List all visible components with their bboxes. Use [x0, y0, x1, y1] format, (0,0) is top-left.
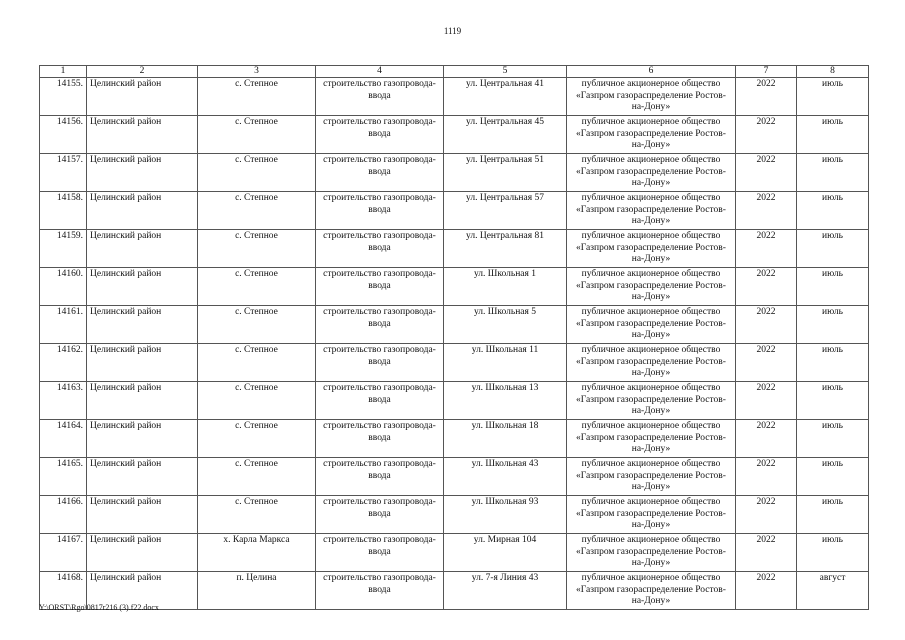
address-cell: ул. Центральная 51: [444, 154, 567, 192]
row-number: 14156.: [40, 116, 87, 154]
month-cell: июль: [797, 268, 869, 306]
district-cell: Целинский район: [87, 306, 198, 344]
column-header: 6: [567, 66, 736, 78]
address-cell: ул. Школьная 11: [444, 344, 567, 382]
year-cell: 2022: [736, 192, 797, 230]
district-cell: Целинский район: [87, 116, 198, 154]
district-cell: Целинский район: [87, 78, 198, 116]
header-row: [40, 66, 869, 78]
organization-cell: публичное акционерное общество «Газпром газораспределение Ростов-на-Дону»: [567, 78, 736, 116]
row-number: 14167.: [40, 534, 87, 572]
district-cell: Целинский район: [87, 496, 198, 534]
address-cell: ул. Школьная 5: [444, 306, 567, 344]
month-cell: июль: [797, 534, 869, 572]
table-row: [40, 78, 869, 116]
year-cell: 2022: [736, 496, 797, 534]
work-type-cell: строительство газопровода-ввода: [316, 268, 444, 306]
settlement-cell: с. Степное: [198, 306, 316, 344]
month-cell: июль: [797, 192, 869, 230]
organization-cell: публичное акционерное общество «Газпром газораспределение Ростов-на-Дону»: [567, 192, 736, 230]
month-cell: июль: [797, 496, 869, 534]
address-cell: ул. Школьная 93: [444, 496, 567, 534]
row-number: 14162.: [40, 344, 87, 382]
year-cell: 2022: [736, 306, 797, 344]
district-cell: Целинский район: [87, 344, 198, 382]
organization-cell: публичное акционерное общество «Газпром газораспределение Ростов-на-Дону»: [567, 306, 736, 344]
row-number: 14165.: [40, 458, 87, 496]
month-cell: июль: [797, 458, 869, 496]
address-cell: ул. Мирная 104: [444, 534, 567, 572]
year-cell: 2022: [736, 382, 797, 420]
table-row: [40, 192, 869, 230]
row-number: 14164.: [40, 420, 87, 458]
table-body: [40, 78, 869, 610]
work-type-cell: строительство газопровода-ввода: [316, 116, 444, 154]
organization-cell: публичное акционерное общество «Газпром газораспределение Ростов-на-Дону»: [567, 458, 736, 496]
address-cell: ул. Центральная 45: [444, 116, 567, 154]
row-number: 14158.: [40, 192, 87, 230]
month-cell: июль: [797, 420, 869, 458]
column-header: 7: [736, 66, 797, 78]
organization-cell: публичное акционерное общество «Газпром газораспределение Ростов-на-Дону»: [567, 230, 736, 268]
settlement-cell: с. Степное: [198, 116, 316, 154]
organization-cell: публичное акционерное общество «Газпром газораспределение Ростов-на-Дону»: [567, 496, 736, 534]
table-row: [40, 116, 869, 154]
month-cell: июль: [797, 116, 869, 154]
organization-cell: публичное акционерное общество «Газпром газораспределение Ростов-на-Дону»: [567, 420, 736, 458]
organization-cell: публичное акционерное общество «Газпром газораспределение Ростов-на-Дону»: [567, 572, 736, 610]
register-table: [39, 65, 869, 610]
table-row: [40, 496, 869, 534]
organization-cell: публичное акционерное общество «Газпром газораспределение Ростов-на-Дону»: [567, 382, 736, 420]
row-number: 14161.: [40, 306, 87, 344]
settlement-cell: с. Степное: [198, 458, 316, 496]
year-cell: 2022: [736, 154, 797, 192]
column-header: 1: [40, 66, 87, 78]
column-header: 2: [87, 66, 198, 78]
address-cell: ул. Школьная 43: [444, 458, 567, 496]
work-type-cell: строительство газопровода-ввода: [316, 344, 444, 382]
work-type-cell: строительство газопровода-ввода: [316, 534, 444, 572]
work-type-cell: строительство газопровода-ввода: [316, 230, 444, 268]
month-cell: июль: [797, 154, 869, 192]
organization-cell: публичное акционерное общество «Газпром газораспределение Ростов-на-Дону»: [567, 534, 736, 572]
year-cell: 2022: [736, 268, 797, 306]
district-cell: Целинский район: [87, 192, 198, 230]
settlement-cell: с. Степное: [198, 382, 316, 420]
work-type-cell: строительство газопровода-ввода: [316, 78, 444, 116]
settlement-cell: с. Степное: [198, 78, 316, 116]
address-cell: ул. Центральная 41: [444, 78, 567, 116]
row-number: 14155.: [40, 78, 87, 116]
work-type-cell: строительство газопровода-ввода: [316, 382, 444, 420]
work-type-cell: строительство газопровода-ввода: [316, 572, 444, 610]
year-cell: 2022: [736, 572, 797, 610]
row-number: 14157.: [40, 154, 87, 192]
row-number: 14168.: [40, 572, 87, 610]
work-type-cell: строительство газопровода-ввода: [316, 458, 444, 496]
address-cell: ул. Центральная 57: [444, 192, 567, 230]
table-row: [40, 230, 869, 268]
row-number: 14159.: [40, 230, 87, 268]
year-cell: 2022: [736, 458, 797, 496]
work-type-cell: строительство газопровода-ввода: [316, 192, 444, 230]
district-cell: Целинский район: [87, 154, 198, 192]
column-header: 3: [198, 66, 316, 78]
organization-cell: публичное акционерное общество «Газпром газораспределение Ростов-на-Дону»: [567, 154, 736, 192]
organization-cell: публичное акционерное общество «Газпром газораспределение Ростов-на-Дону»: [567, 344, 736, 382]
address-cell: ул. Школьная 1: [444, 268, 567, 306]
settlement-cell: с. Степное: [198, 496, 316, 534]
settlement-cell: с. Степное: [198, 154, 316, 192]
settlement-cell: х. Карла Маркса: [198, 534, 316, 572]
table-row: [40, 534, 869, 572]
table-row: [40, 154, 869, 192]
year-cell: 2022: [736, 230, 797, 268]
year-cell: 2022: [736, 534, 797, 572]
work-type-cell: строительство газопровода-ввода: [316, 496, 444, 534]
district-cell: Целинский район: [87, 382, 198, 420]
table-row: [40, 382, 869, 420]
work-type-cell: строительство газопровода-ввода: [316, 306, 444, 344]
settlement-cell: с. Степное: [198, 420, 316, 458]
month-cell: июль: [797, 78, 869, 116]
table-row: [40, 306, 869, 344]
address-cell: ул. Школьная 13: [444, 382, 567, 420]
district-cell: Целинский район: [87, 268, 198, 306]
settlement-cell: п. Целина: [198, 572, 316, 610]
work-type-cell: строительство газопровода-ввода: [316, 154, 444, 192]
column-header: 8: [797, 66, 869, 78]
settlement-cell: с. Степное: [198, 230, 316, 268]
table-row: [40, 458, 869, 496]
district-cell: Целинский район: [87, 534, 198, 572]
year-cell: 2022: [736, 344, 797, 382]
address-cell: ул. Школьная 18: [444, 420, 567, 458]
month-cell: июль: [797, 382, 869, 420]
organization-cell: публичное акционерное общество «Газпром газораспределение Ростов-на-Дону»: [567, 268, 736, 306]
document-path: Y:\ORST\Rgo\0817r216 (3).f22.docx: [39, 603, 159, 612]
year-cell: 2022: [736, 420, 797, 458]
settlement-cell: с. Степное: [198, 192, 316, 230]
address-cell: ул. Центральная 81: [444, 230, 567, 268]
column-header: 5: [444, 66, 567, 78]
row-number: 14163.: [40, 382, 87, 420]
row-number: 14166.: [40, 496, 87, 534]
table-row: [40, 268, 869, 306]
work-type-cell: строительство газопровода-ввода: [316, 420, 444, 458]
month-cell: июль: [797, 344, 869, 382]
table-row: [40, 420, 869, 458]
table-row: [40, 344, 869, 382]
district-cell: Целинский район: [87, 230, 198, 268]
district-cell: Целинский район: [87, 420, 198, 458]
district-cell: Целинский район: [87, 572, 198, 610]
district-cell: Целинский район: [87, 458, 198, 496]
month-cell: июль: [797, 230, 869, 268]
month-cell: июль: [797, 306, 869, 344]
table-row: [40, 572, 869, 610]
settlement-cell: с. Степное: [198, 268, 316, 306]
organization-cell: публичное акционерное общество «Газпром газораспределение Ростов-на-Дону»: [567, 116, 736, 154]
month-cell: август: [797, 572, 869, 610]
address-cell: ул. 7-я Линия 43: [444, 572, 567, 610]
page-number: 1119: [443, 26, 462, 36]
column-header: 4: [316, 66, 444, 78]
year-cell: 2022: [736, 78, 797, 116]
settlement-cell: с. Степное: [198, 344, 316, 382]
year-cell: 2022: [736, 116, 797, 154]
row-number: 14160.: [40, 268, 87, 306]
